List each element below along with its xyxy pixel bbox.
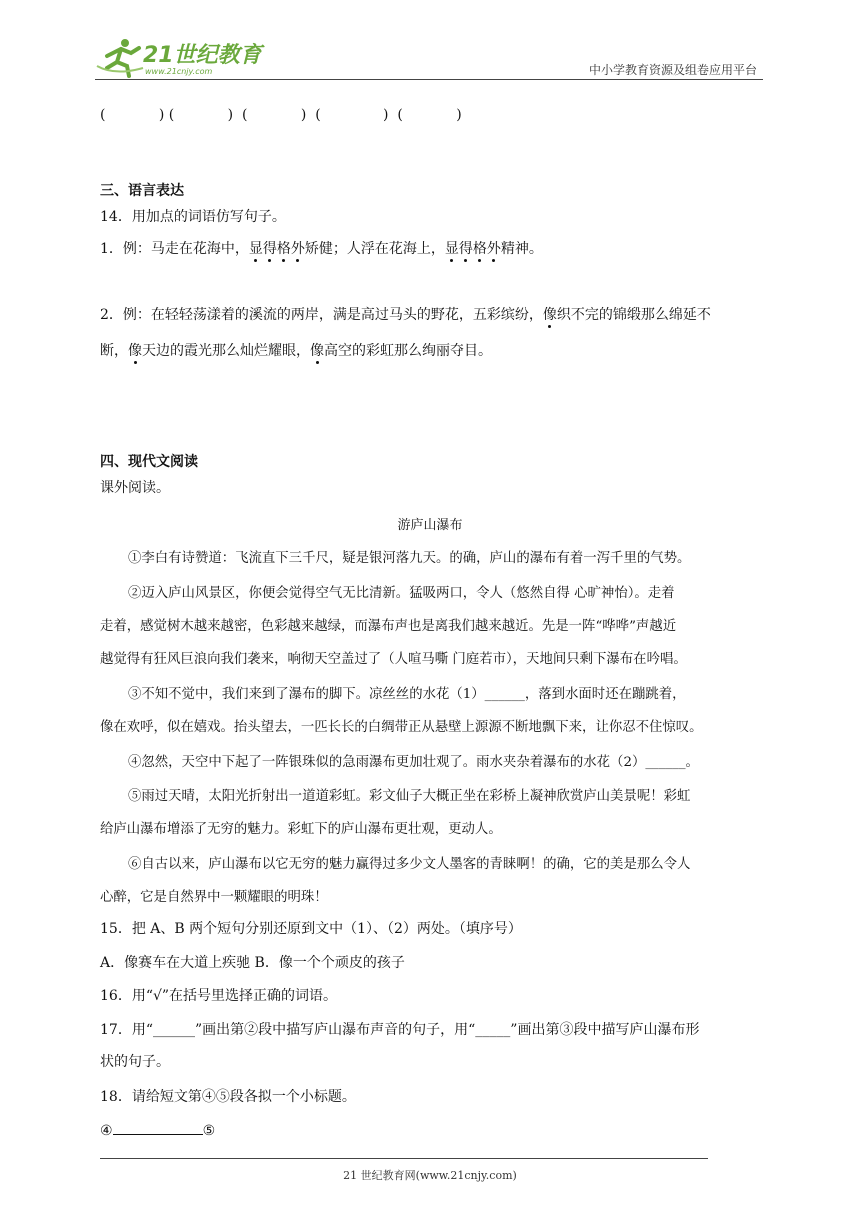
essay-line: ②迈入庐山风景区，你便会觉得空气无比清新。猛吸两口，令人（悠然自得 心旷神怡）。走着 — [128, 586, 675, 601]
example-2-line-2 — [100, 342, 492, 360]
answer-brackets-row: ( ) ( ) ( ) ( ) ( ) — [100, 107, 462, 123]
answer-18 — [100, 1121, 215, 1140]
svg-text:www.21cnjy.com: www.21cnjy.com — [145, 67, 213, 76]
dotted-phrase: 显得格外 — [444, 241, 501, 257]
essay-line: ⑥自古以来，庐山瀑布以它无穷的魅力赢得过多少文人墨客的青睐啊！的确，它的美是那么令人 — [128, 857, 691, 872]
essay-line: ①李白有诗赞道：飞流直下三千尺，疑是银河落九天。的确，庐山的瀑布有着一泻千里的气势。 — [128, 551, 691, 566]
dotted-word: 像 — [128, 343, 142, 359]
essay-line: 像在欢呼，似在嬉戏。抬头望去，一匹长长的白绸带正从悬壁上源源不断地飘下来，让你忍不住惊叹。 — [100, 720, 703, 735]
question-18: 18．请给短文第④⑤段各拟一个小标题。 — [100, 1089, 356, 1105]
essay-line: ③不知不觉中，我们来到了瀑布的脚下。凉丝丝的水花（1）______，落到水面时还在蹦跳着， — [128, 687, 686, 702]
header-platform-text: 中小学教育资源及组卷应用平台 — [588, 63, 757, 77]
example-2-line-1 — [100, 306, 711, 324]
essay-line: 走着，感觉树木越来越密，色彩越来越绿，而瀑布声也是离我们越来越近。先是一阵“哗哗”声越近 — [100, 619, 677, 634]
example-2-text: 2．例：在轻轻荡漾着的溪流的两岸，满是高过马头的野花，五彩缤纷， — [100, 307, 543, 323]
example-2-text: 高空的彩虹那么绚丽夺目。 — [324, 343, 492, 359]
question-16: 16．用“√”在括号里选择正确的词语。 — [100, 988, 338, 1004]
example-2-text: 断， — [100, 343, 128, 359]
question-17-line-2: 状的句子。 — [100, 1054, 170, 1070]
example-1-part: 1．例：马走在花海中， — [100, 241, 249, 257]
example-1 — [100, 240, 543, 258]
answer-18-label-5: ⑤ — [202, 1123, 216, 1139]
essay-title: 游庐山瀑布 — [397, 518, 463, 533]
question-17-line-1: 17．用“______”画出第②段中描写庐山瀑布声音的句子，用“_____”画出第③段中描写庐山瀑布形 — [100, 1022, 700, 1038]
essay-line: 越觉得有狂风巨浪向我们袭来，响彻天空盖过了（人喧马嘶 门庭若市），天地间只剩下瀑布在吟唱。 — [100, 652, 687, 667]
example-1-part: 精神。 — [500, 241, 543, 257]
example-1-part: 矫健；人浮在花海上， — [304, 241, 445, 257]
dotted-phrase: 显得格外 — [248, 241, 305, 257]
site-logo — [95, 36, 270, 80]
example-2-text: 天边的霞光那么灿烂耀眼， — [142, 343, 310, 359]
essay-line: 给庐山瀑布增添了无穷的魅力。彩虹下的庐山瀑布更壮观，更动人。 — [100, 822, 502, 837]
example-2-text: 织不完的锦缎那么绵延不 — [556, 307, 711, 323]
answer-18-label-4: ④ — [100, 1123, 113, 1139]
svg-text:21世纪教育: 21世纪教育 — [143, 43, 262, 68]
essay-line: ④忽然，天空中下起了一阵银珠似的急雨瀑布更加壮观了。雨水夹杂着瀑布的水花（2）______。 — [128, 755, 699, 770]
essay-line: ⑤雨过天晴，太阳光折射出一道道彩虹。彩文仙子大概正坐在彩桥上凝神欣赏庐山美景呢！彩虹 — [128, 789, 691, 804]
essay-line: 心醉，它是自然界中一颗耀眼的明珠！ — [100, 890, 328, 905]
dotted-word: 像 — [310, 343, 324, 359]
section-title-4: 四、现代文阅读 — [100, 454, 198, 470]
answer-blank[interactable] — [113, 1121, 203, 1135]
footer-divider — [100, 1158, 708, 1159]
section-title-3: 三、语言表达 — [100, 183, 184, 199]
dotted-word: 像 — [542, 307, 557, 323]
question-15: 15．把 A、B 两个短句分别还原到文中（1）、（2）两处。（填序号） — [100, 921, 522, 937]
question-15-options: A．像赛车在大道上疾驰 B．像一个个顽皮的孩子 — [100, 955, 405, 971]
footer-text: 21 世纪教育网(www.21cnjy.com) — [343, 1169, 517, 1182]
header-divider — [95, 79, 763, 80]
question-14: 14．用加点的词语仿写句子。 — [100, 209, 286, 225]
reading-intro: 课外阅读。 — [100, 480, 170, 496]
